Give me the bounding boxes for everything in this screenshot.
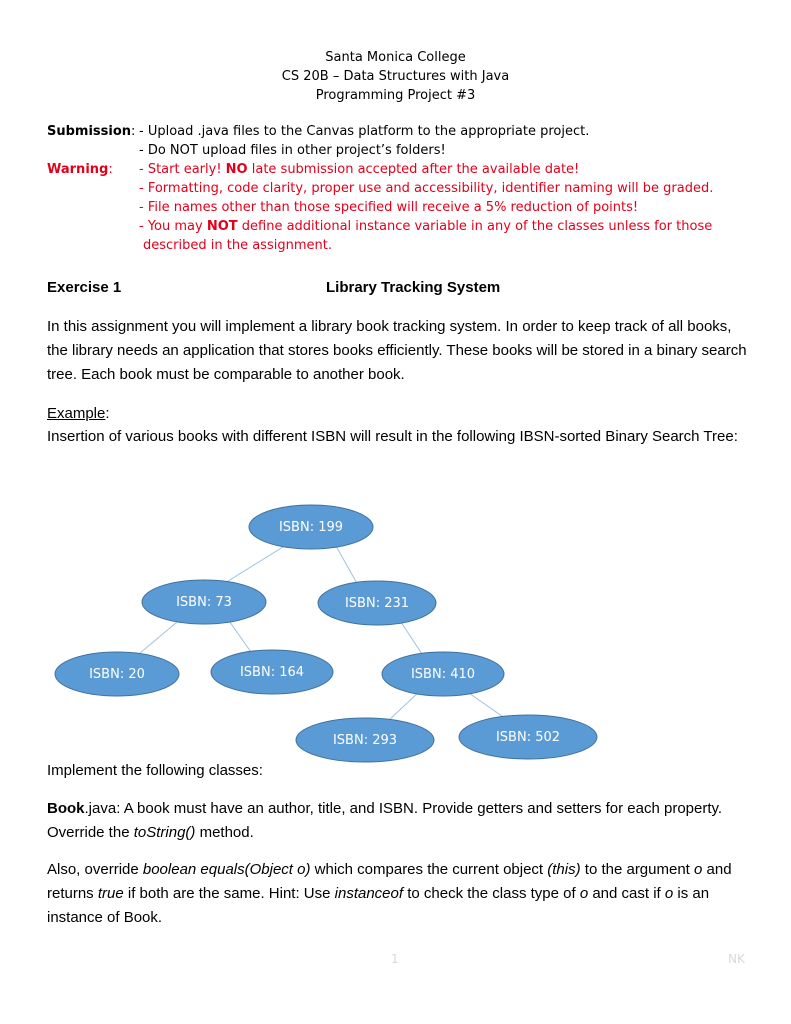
tree-node-label: ISBN: 20: [89, 667, 145, 682]
college-name: Santa Monica College: [325, 50, 466, 65]
warning-label: Warning:: [47, 162, 113, 177]
tree-edge: [388, 692, 419, 722]
tree-node-label: ISBN: 410: [410, 667, 476, 682]
project-title: Programming Project #3: [315, 88, 476, 103]
warning-item: - File names other than those specified will receive a 5% reduction of points!: [139, 200, 639, 215]
warning-item: - Start early! NO late submission accepted after the available date!: [139, 162, 580, 177]
exercise-label: Exercise 1: [47, 279, 122, 296]
equals-description: Also, override boolean equals(Object o) which compares the current object (this) to the argument o and returns true if both are the same. Hint: Use instanceof to check the class type of o and cast if o is an instance of Book.: [47, 861, 732, 926]
warning-item: - You may NOT define additional instance variable in any of the classes unless for those: [139, 219, 713, 234]
tree-node-label: ISBN: 199: [278, 520, 344, 535]
tree-edge: [224, 545, 286, 584]
tree-node: [296, 718, 434, 762]
submission-item: - Upload .java files to the Canvas platform to the appropriate project.: [139, 124, 590, 139]
tree-node-label: ISBN: 231: [344, 596, 410, 611]
tree-node-label: ISBN: 293: [332, 733, 398, 748]
tree-edge: [467, 692, 505, 719]
tree-edge: [400, 621, 423, 656]
warning-item: - Formatting, code clarity, proper use and accessibility, identifier naming will be graded.: [139, 181, 714, 196]
author-initials: NK: [728, 952, 745, 966]
tree-node-label: ISBN: 73: [176, 595, 232, 610]
tree-node: [459, 715, 597, 759]
tree-node-label: ISBN: 164: [239, 665, 305, 680]
tree-node: [55, 652, 179, 696]
submission-label: Submission:: [47, 124, 136, 139]
example-text: Insertion of various books with different ISBN will result in the following IBSN-sorted Binary Search Tree:: [47, 428, 738, 445]
tree-edge: [335, 545, 357, 585]
course-title: CS 20B – Data Structures with Java: [281, 69, 510, 84]
page-number: 1: [391, 952, 399, 966]
tree-node: [249, 505, 373, 549]
tree-node: [211, 650, 333, 694]
submission-item: - Do NOT upload files in other project’s folders!: [139, 143, 446, 158]
tree-edge: [228, 620, 252, 654]
example-heading: Example:: [47, 405, 110, 422]
intro-paragraph: In this assignment you will implement a library book tracking system. In order to keep track of all books, the library needs an application that stores books efficiently. These books will be stored in a binary search tree. Each book must be comparable to another book.: [47, 318, 747, 383]
tree-node: [142, 580, 266, 624]
tree-node-label: ISBN: 502: [495, 730, 561, 745]
tree-edge: [137, 620, 179, 656]
tree-node: [382, 652, 504, 696]
implement-line: Implement the following classes:: [47, 762, 263, 779]
warning-item: described in the assignment.: [143, 238, 332, 253]
tree-node: [318, 581, 436, 625]
book-class-description: Book.java: A book must have an author, title, and ISBN. Provide getters and setters for each property. Override the toString() method.: [47, 800, 723, 841]
exercise-title: Library Tracking System: [326, 279, 501, 296]
